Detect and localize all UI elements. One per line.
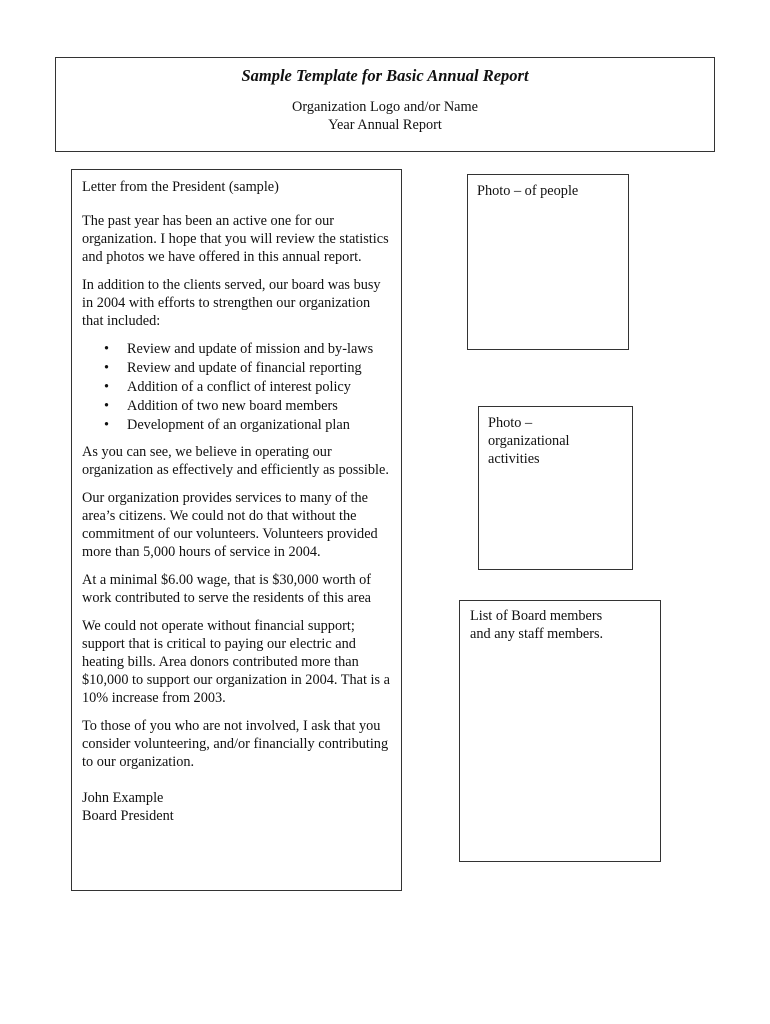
board-members-box <box>459 600 661 862</box>
letter-paragraph-4: Our organization provides services to many of the area’s citizens. We could not do that without the commitment of our volunteers. Volunteers provided more than 5,000 hours of service in 2004. <box>82 490 378 560</box>
signature-title: Board President <box>82 808 174 824</box>
photo-people-label: Photo – of people <box>477 183 579 199</box>
letter-heading: Letter from the President (sample) <box>82 179 279 195</box>
report-header <box>55 57 715 152</box>
photo-activities-label-line-2: organizational <box>488 433 570 449</box>
organization-name: Organization Logo and/or Name <box>292 99 478 115</box>
letter-paragraph-7: To those of you who are not involved, I ask that you consider volunteering, and/or financially contributing to our organization. <box>82 718 389 770</box>
list-item: • Development of an organizational plan <box>127 416 392 435</box>
letter-paragraph-6: We could not operate without financial support; support that is critical to paying our electric and heating bills. Area donors contributed more than $10,000 to support our organization in 2004. That is a 10% increase from 2003. <box>82 618 391 706</box>
accomplishments-list <box>82 340 392 435</box>
board-label-line-2: and any staff members. <box>470 626 604 642</box>
list-item: • Addition of two new board members <box>127 397 392 416</box>
photo-activities-label-line-3: activities <box>488 451 540 467</box>
list-item: • Review and update of mission and by-laws <box>127 340 392 359</box>
report-year: Year Annual Report <box>328 117 442 133</box>
list-item: • Review and update of financial reporting <box>127 359 392 378</box>
letter-paragraph-1: The past year has been an active one for our organization. I hope that you will review the statistics and photos we have offered in this annual report. <box>82 213 389 265</box>
board-label-line-1: List of Board members <box>470 608 603 624</box>
photo-activities-placeholder <box>478 406 633 570</box>
photo-people-placeholder <box>467 174 629 350</box>
letter-paragraph-5: At a minimal $6.00 wage, that is $30,000 worth of work contributed to serve the residents of this area <box>82 572 372 606</box>
letter-paragraph-3: As you can see, we believe in operating our organization as effectively and efficiently as possible. <box>82 444 389 478</box>
photo-activities-label-line-1: Photo – <box>488 415 533 431</box>
letter-paragraph-2: In addition to the clients served, our board was busy in 2004 with efforts to strengthen our organization that included: <box>82 277 381 329</box>
signature-name: John Example <box>82 790 164 806</box>
report-title: Sample Template for Basic Annual Report <box>241 66 529 85</box>
list-item: • Addition of a conflict of interest policy <box>127 378 392 397</box>
president-letter <box>71 169 402 891</box>
